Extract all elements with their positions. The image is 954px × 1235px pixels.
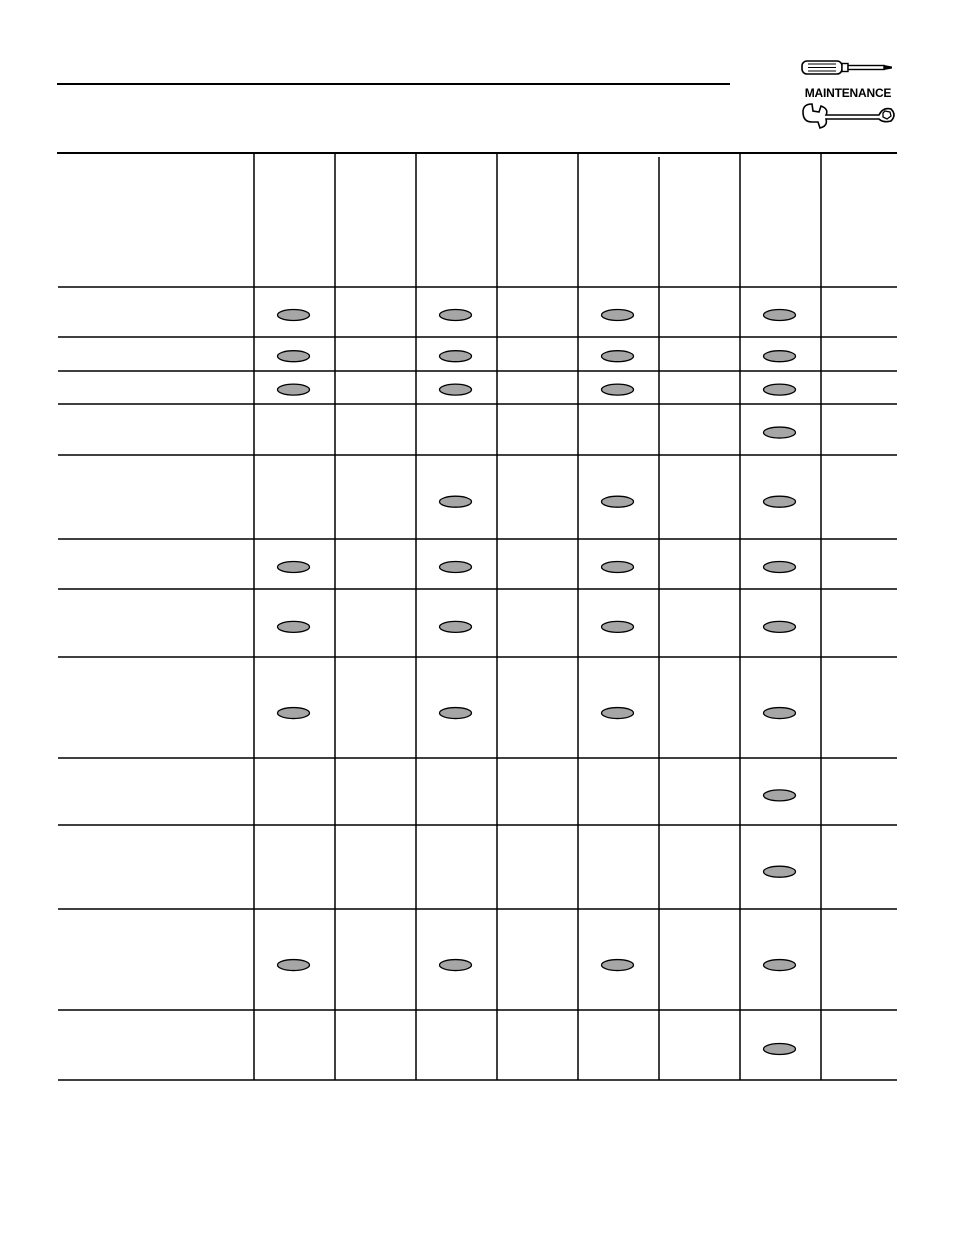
schedule-mark — [764, 351, 796, 362]
schedule-mark — [764, 866, 796, 877]
schedule-mark — [764, 708, 796, 719]
schedule-mark — [764, 496, 796, 507]
schedule-mark — [602, 384, 634, 395]
schedule-mark — [278, 310, 310, 321]
schedule-mark — [764, 384, 796, 395]
schedule-mark — [602, 496, 634, 507]
schedule-mark — [278, 384, 310, 395]
schedule-mark — [278, 960, 310, 971]
schedule-mark — [440, 384, 472, 395]
schedule-mark — [764, 960, 796, 971]
schedule-mark — [602, 708, 634, 719]
schedule-mark — [440, 960, 472, 971]
schedule-mark — [602, 310, 634, 321]
schedule-mark — [440, 708, 472, 719]
schedule-mark — [764, 427, 796, 438]
schedule-mark — [764, 310, 796, 321]
schedule-mark — [602, 621, 634, 632]
schedule-mark — [278, 351, 310, 362]
schedule-mark — [764, 562, 796, 573]
schedule-mark — [764, 621, 796, 632]
schedule-mark — [278, 708, 310, 719]
schedule-mark — [602, 562, 634, 573]
schedule-mark — [440, 310, 472, 321]
schedule-mark — [440, 496, 472, 507]
schedule-mark — [440, 562, 472, 573]
schedule-mark — [278, 562, 310, 573]
schedule-mark — [278, 621, 310, 632]
schedule-mark — [602, 960, 634, 971]
maintenance-label: MAINTENANCE — [804, 86, 892, 100]
schedule-mark — [764, 1044, 796, 1055]
schedule-mark — [440, 351, 472, 362]
schedule-mark — [440, 621, 472, 632]
schedule-mark — [764, 790, 796, 801]
schedule-mark — [602, 351, 634, 362]
